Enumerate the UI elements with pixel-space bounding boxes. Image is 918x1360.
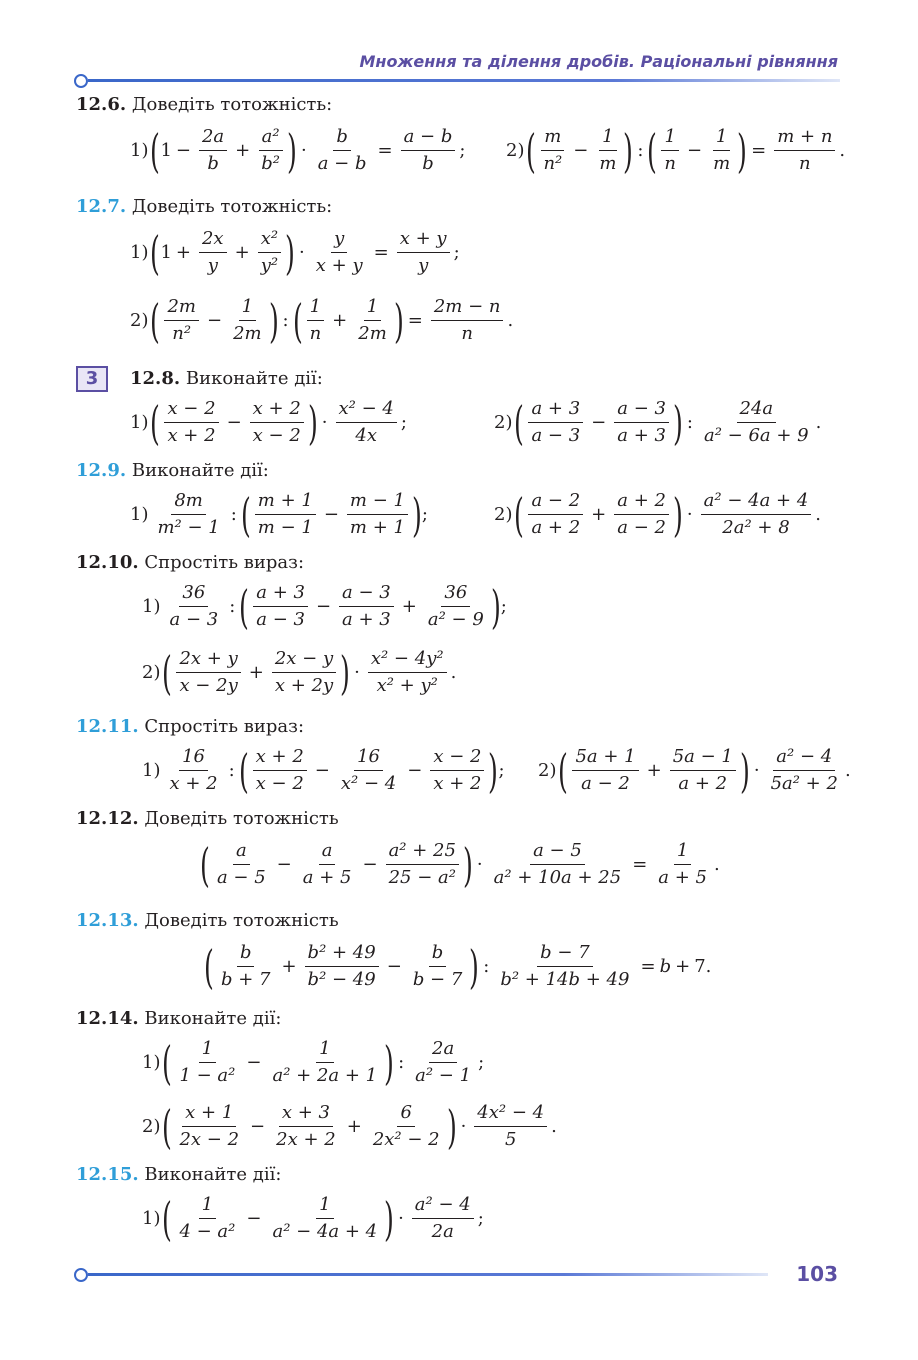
formula-12-6-1: 1) ( 1 − $\frac{2a}{b}$ + $\frac{\text{a²}}{\text{b²}}$ ) · $\frac{b}{a - b}$ = $\frac{a - b}{b}$ ; xyxy=(130,123,466,178)
formula-12-9-1: 1) $\frac{8m}{\text{m² − 1}}$ : ( $\frac{m + 1}{m - 1}$ − $\frac{m - 1}{m + 1}$ ) ; xyxy=(130,487,428,542)
exercise-12-9 xyxy=(76,460,269,481)
footer-line-dot xyxy=(74,1268,88,1282)
exercise-12-11 xyxy=(76,716,304,737)
exercise-text: Доведіть тотожність xyxy=(144,808,339,829)
exercise-text: Спростіть вираз: xyxy=(144,716,305,737)
exercise-text: Доведіть тотожність: xyxy=(131,94,333,115)
exercise-text: Доведіть тотожність: xyxy=(131,196,333,217)
chapter-header: Множення та ділення дробів. Раціональні рівняння xyxy=(359,52,838,71)
formula-12-10-2: 2) ( $\frac{2x + y}{x - 2y}$ + $\frac{2x - y}{x + 2y}$ ) · $\frac{\text{x² − 4y²}}{\text{x² + y²}}$ . xyxy=(142,645,457,700)
formula-12-13: ( $\frac{b}{b + 7}$ + $\frac{\text{b² + 49}}{\text{b² − 49}}$ − $\frac{b}{b - 7}$ ) : $\frac{b - 7}{\text{b² + 14b + 49}}$ = b + 7. xyxy=(204,939,712,994)
formula-12-7-1: 1) ( 1 + $\frac{2x}{y}$ + $\frac{\text{x²}}{\text{y²}}$ ) · $\frac{y}{x + y}$ = $\frac{x + y}{y}$ ; xyxy=(130,225,460,280)
exercise-12-12 xyxy=(76,808,339,829)
formula-12-8-1: 1) ( $\frac{x - 2}{x + 2}$ − $\frac{x + 2}{x - 2}$ ) · $\frac{\text{x² − 4}}{4x}$ ; xyxy=(130,395,407,450)
exercise-number: 12.12. xyxy=(76,808,139,829)
formula-12-8-2: 2) ( $\frac{a + 3}{a - 3}$ − $\frac{a - 3}{a + 3}$ ) : $\frac{24a}{\text{a² − 6a + 9}}$ . xyxy=(494,395,822,450)
exercise-number: 12.13. xyxy=(76,910,139,931)
exercise-number: 12.7. xyxy=(76,196,127,217)
formula-12-14-2: 2) ( $\frac{x + 1}{2x - 2}$ − $\frac{x + 3}{2x + 2}$ + $\frac{6}{\text{2x² − 2}}$ ) · $\frac{\text{4x² − 4}}{5}$ . xyxy=(142,1099,557,1154)
exercise-number: 12.8. xyxy=(130,368,181,389)
exercise-number: 12.14. xyxy=(76,1008,139,1029)
exercise-12-14 xyxy=(76,1008,281,1029)
exercise-number: 12.9. xyxy=(76,460,127,481)
exercise-12-7 xyxy=(76,196,332,217)
formula-12-9-2: 2) ( $\frac{a - 2}{a + 2}$ + $\frac{a + 2}{a - 2}$ ) · $\frac{\text{a² − 4a + 4}}{\text{2a² + 8}}$ . xyxy=(494,487,822,542)
page-number: 103 xyxy=(796,1262,838,1286)
exercise-12-6 xyxy=(76,94,332,115)
exercise-number: 12.15. xyxy=(76,1164,139,1185)
formula-12-11-1: 1) $\frac{16}{x + 2}$ : ( $\frac{x + 2}{x - 2}$ − $\frac{16}{\text{x² − 4}}$ − $\frac{x - 2}{x + 2}$ ) ; xyxy=(142,743,505,798)
formula-12-10-1: 1) $\frac{36}{a - 3}$ : ( $\frac{a + 3}{a - 3}$ − $\frac{a - 3}{a + 3}$ + $\frac{36}{\text{a² − 9}}$ ) ; xyxy=(142,579,507,634)
exercise-12-15 xyxy=(76,1164,281,1185)
header-line xyxy=(88,79,840,82)
exercise-text: Виконайте дії: xyxy=(144,1008,282,1029)
exercise-12-13 xyxy=(76,910,339,931)
formula-12-15-1: 1) ( $\frac{1}{\text{4 − a²}}$ − $\frac{1}{\text{a² − 4a + 4}}$ ) · $\frac{\text{a² − 4}}{2a}$ ; xyxy=(142,1191,484,1246)
header-line-dot xyxy=(74,74,88,88)
exercise-12-10 xyxy=(76,552,304,573)
exercise-12-8 xyxy=(130,368,323,389)
formula-12-12: ( $\frac{a}{a - 5}$ − $\frac{a}{a + 5}$ − $\frac{\text{a² + 25}}{\text{25 − a²}}$ ) · $\frac{a - 5}{\text{a² + 10a + 25}}$ = $\frac{1}{a + 5}$ . xyxy=(200,837,720,892)
formula-12-11-2: 2) ( $\frac{5a + 1}{a - 2}$ + $\frac{5a - 1}{a + 2}$ ) · $\frac{\text{a² − 4}}{\text{5a² + 2}}$ . xyxy=(538,743,851,798)
formula-12-14-1: 1) ( $\frac{1}{\text{1 − a²}}$ − $\frac{1}{\text{a² + 2a + 1}}$ ) : $\frac{2a}{\text{a² − 1}}$ ; xyxy=(142,1035,485,1090)
exercise-number: 12.10. xyxy=(76,552,139,573)
exercise-text: Виконайте дії: xyxy=(144,1164,282,1185)
formula-12-6-2: 2) ( $\frac{m}{\text{n²}}$ − $\frac{1}{m}$ ) : ( $\frac{1}{n}$ − $\frac{1}{m}$ ) = $\frac{m + n}{n}$ . xyxy=(506,123,846,178)
exercise-number: 12.6. xyxy=(76,94,127,115)
difficulty-level-badge: 3 xyxy=(76,366,108,392)
exercise-text: Доведіть тотожність xyxy=(144,910,339,931)
formula-12-7-2: 2) ( $\frac{2m}{\text{n²}}$ − $\frac{1}{2m}$ ) : ( $\frac{1}{n}$ + $\frac{1}{2m}$ ) = $\frac{2m - n}{n}$ . xyxy=(130,293,514,348)
exercise-text: Виконайте дії: xyxy=(131,460,269,481)
footer-line xyxy=(88,1273,768,1276)
exercise-text: Виконайте дії: xyxy=(185,368,323,389)
exercise-number: 12.11. xyxy=(76,716,139,737)
exercise-text: Спростіть вираз: xyxy=(144,552,305,573)
